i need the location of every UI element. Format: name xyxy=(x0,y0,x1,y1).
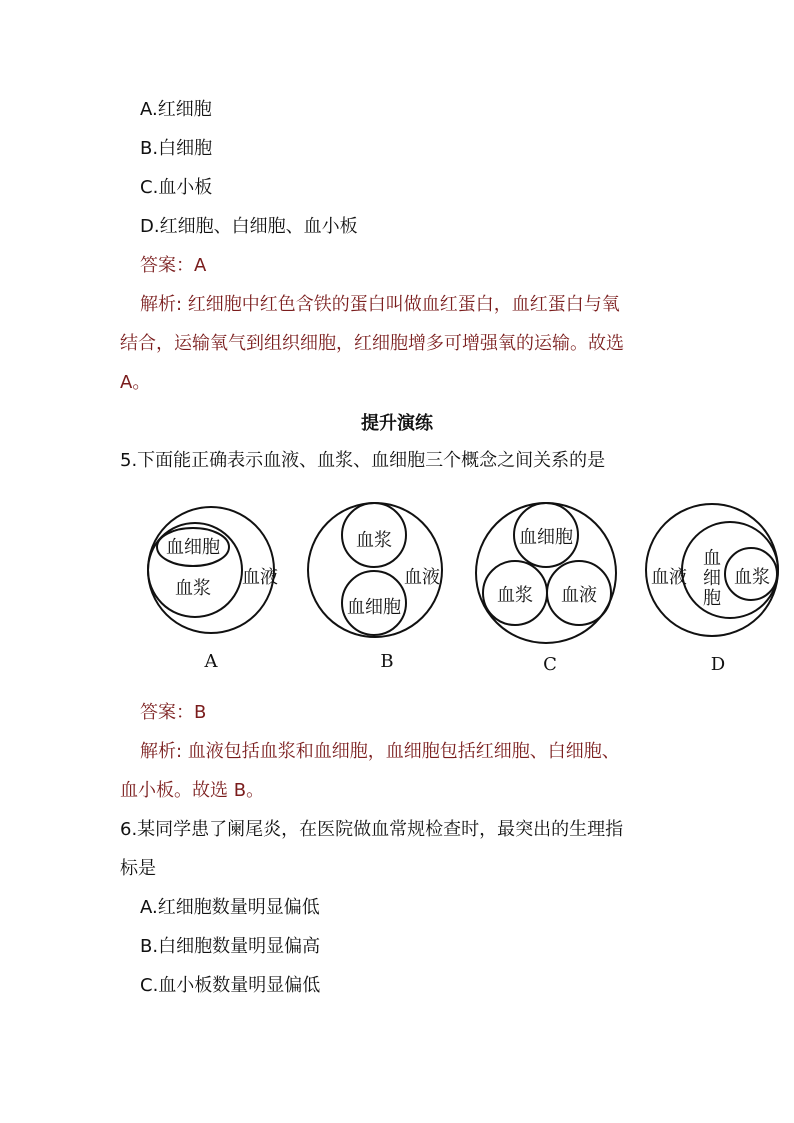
diagram-a-inner-big-label: 血浆 xyxy=(175,578,211,599)
q4-analysis-line-2: 结合，运输氧气到组织细胞，红细胞增多可增强氧的运输。故选 xyxy=(120,333,624,354)
q5-answer: 答案：B xyxy=(140,702,207,723)
diagram-d-outer-label: 血液 xyxy=(651,567,687,588)
q4-option-d: D.红细胞、白细胞、血小板 xyxy=(140,216,358,237)
q6-option-b: B.白细胞数量明显偏高 xyxy=(140,936,321,957)
diagram-d-middle-label-2: 细 xyxy=(703,568,721,589)
diagram-d-middle-label-3: 胞 xyxy=(703,588,721,609)
q4-analysis-line-3: A。 xyxy=(120,372,151,393)
diagram-b-letter: B xyxy=(380,651,394,672)
q5-analysis-line-1: 解析: 血液包括血浆和血细胞，血细胞包括红细胞、白细胞、 xyxy=(140,741,620,762)
diagram-d-middle-label-1: 血 xyxy=(703,548,721,569)
q5-stem: 5.下面能正确表示血液、血浆、血细胞三个概念之间关系的是 xyxy=(120,450,606,471)
q5-diagram xyxy=(0,495,794,685)
q4-option-c: C.血小板 xyxy=(140,177,213,198)
diagram-a-outer-label: 血液 xyxy=(242,567,278,588)
section-title: 提升演练 xyxy=(361,413,433,434)
q4-option-b: B.白细胞 xyxy=(140,138,213,159)
q4-answer: 答案：A xyxy=(140,255,207,276)
q6-stem-line-1: 6.某同学患了阑尾炎，在医院做血常规检查时，最突出的生理指 xyxy=(120,819,624,840)
q6-option-c: C.血小板数量明显偏低 xyxy=(140,975,321,996)
diagram-b-bottom-label: 血细胞 xyxy=(347,597,401,618)
q4-analysis-line-1: 解析: 红细胞中红色含铁的蛋白叫做血红蛋白，血红蛋白与氧 xyxy=(140,294,620,315)
diagram-c-top-label: 血细胞 xyxy=(519,527,573,548)
q6-stem-line-2: 标是 xyxy=(120,858,156,879)
diagram-b-outer-label: 血液 xyxy=(404,567,440,588)
diagram-d-letter: D xyxy=(710,654,726,675)
diagram-b-top-label: 血浆 xyxy=(356,530,392,551)
diagram-c-left-label: 血浆 xyxy=(497,585,533,606)
diagram-c-outer-circle xyxy=(476,503,616,643)
q5-analysis-line-2: 血小板。故选 B。 xyxy=(120,780,265,801)
diagram-c-letter: C xyxy=(543,654,557,675)
diagram-c-right-label: 血液 xyxy=(561,585,597,606)
q4-option-a: A.红细胞 xyxy=(140,99,212,120)
q6-option-a: A.红细胞数量明显偏低 xyxy=(140,897,320,918)
diagram-a-letter: A xyxy=(204,651,218,672)
diagram-a-inner-small-label: 血细胞 xyxy=(166,537,220,558)
diagram-d-inner-label: 血浆 xyxy=(734,567,770,588)
